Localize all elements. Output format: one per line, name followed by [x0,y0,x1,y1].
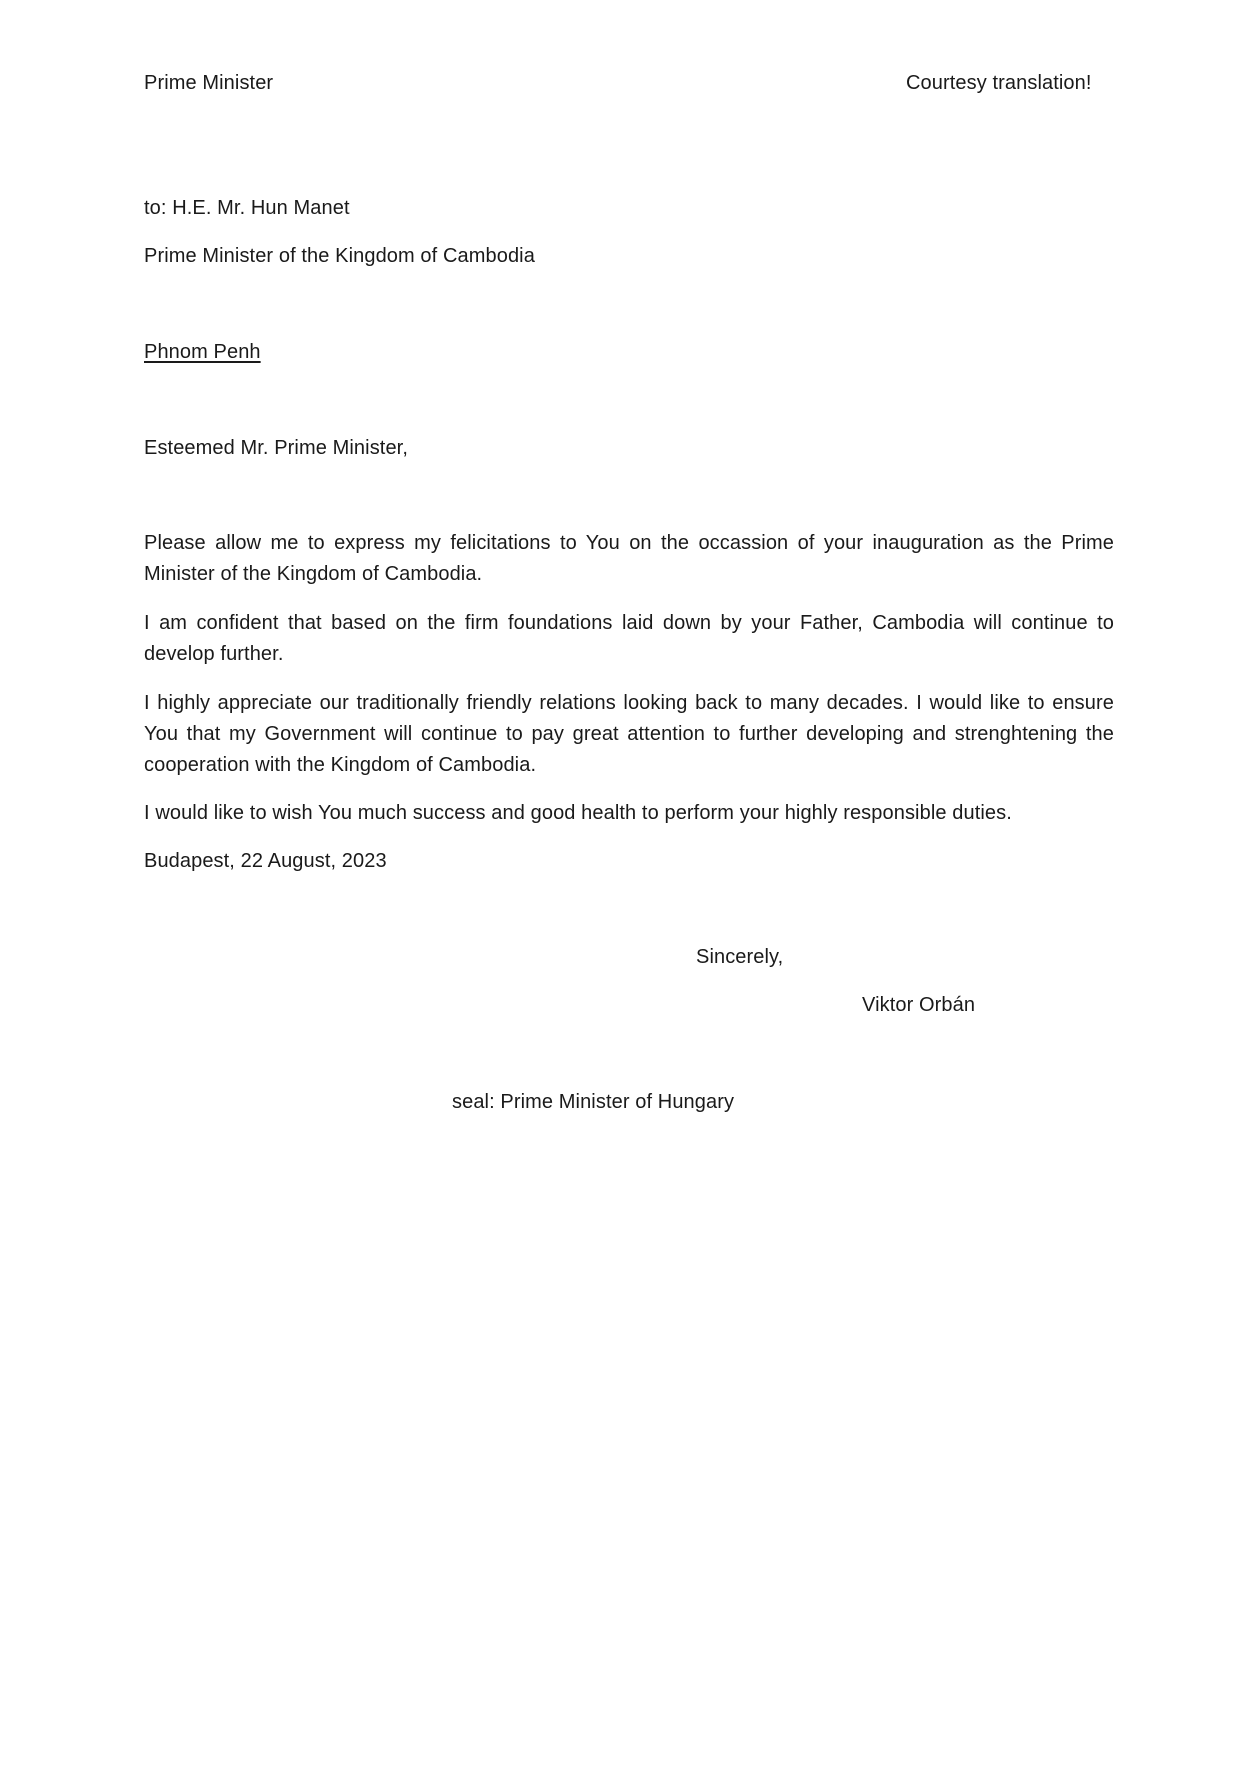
recipient-city: Phnom Penh [144,341,261,363]
courtesy-translation-note: Courtesy translation! [906,72,1092,94]
body-paragraph-3: I highly appreciate our traditionally friendly relations looking back to many decades. I would like to ensure You that my Government will continue to pay great attention to further developing and strenghtening the cooperation with the Kingdom of Cambodia. [144,692,1114,776]
signatory-name: Viktor Orbán [862,994,976,1016]
recipient-name: to: H.E. Mr. Hun Manet [144,197,350,219]
recipient-title: Prime Minister of the Kingdom of Cambodia [144,245,535,267]
seal-note: seal: Prime Minister of Hungary [452,1091,735,1113]
body-paragraph-2: I am confident that based on the firm foundations laid down by your Father, Cambodia will continue to develop further. [144,612,1114,665]
place-and-date: Budapest, 22 August, 2023 [144,850,387,872]
closing: Sincerely, [696,946,784,968]
body-paragraph-1: Please allow me to express my felicitations to You on the occassion of your inauguration as the Prime Minister of the Kingdom of Cambodia. [144,532,1114,585]
sender-title: Prime Minister [144,72,274,94]
body-paragraph-4: I would like to wish You much success and good health to perform your highly responsible duties. [144,802,1012,824]
salutation: Esteemed Mr. Prime Minister, [144,437,408,459]
